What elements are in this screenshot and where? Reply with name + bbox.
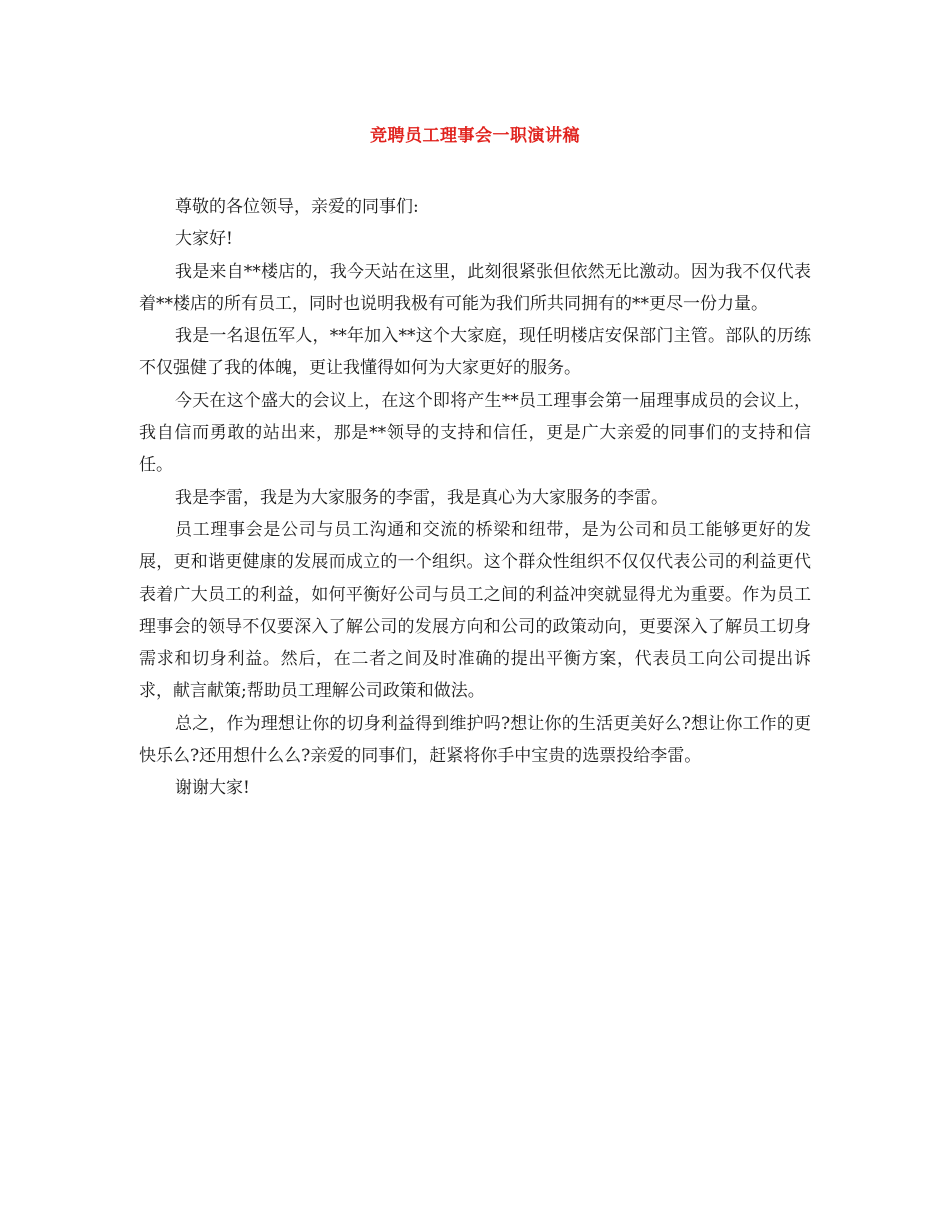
greeting-paragraph: 尊敬的各位领导，亲爱的同事们: bbox=[175, 197, 419, 217]
introduction-paragraph: 我是来自**楼店的，我今天站在这里，此刻很紧张但依然无比激动。因为我不仅代表着**楼店的所有员工，同时也说明我极有可能为我们所共同拥有的**更尽一份力量。 bbox=[139, 261, 811, 314]
document-body bbox=[139, 191, 811, 805]
council-role-paragraph: 员工理事会是公司与员工沟通和交流的桥梁和纽带，是为公司和员工能够更好的发展，更和谐更健康的发展而成立的一个组织。这个群众性组织不仅仅代表公司的利益更代表着广大员工的利益，如何平衡好公司与员工之间的利益冲突就显得尤为重要。作为员工理事会的领导不仅要深入了解公司的发展方向和公司的政策动向，更要深入了解员工切身需求和切身利益。然后，在二者之间及时准确的提出平衡方案，代表员工向公司提出诉求，献言献策;帮助员工理解公司政策和做法。 bbox=[139, 519, 811, 702]
conclusion-paragraph: 总之，作为理想让你的切身利益得到维护吗?想让你的生活更美好么?想让你工作的更快乐么?还用想什么么?亲爱的同事们，赶紧将你手中宝贵的选票投给李雷。 bbox=[139, 713, 811, 767]
self-statement-paragraph: 我是李雷，我是为大家服务的李雷，我是真心为大家服务的李雷。 bbox=[175, 487, 668, 508]
meeting-paragraph: 今天在这个盛大的会议上，在这个即将产生**员工理事会第一届理事成员的会议上，我自信而勇敢的站出来，那是**领导的支持和信任，更是广大亲爱的同事们的支持和信任。 bbox=[139, 390, 811, 476]
thanks-paragraph: 谢谢大家! bbox=[175, 778, 250, 799]
hello-paragraph: 大家好! bbox=[175, 229, 233, 250]
background-paragraph: 我是一名退伍军人，**年加入**这个大家庭，现任明楼店安保部门主管。部队的历练不仅强健了我的体魄，更让我懂得如何为大家更好的服务。 bbox=[139, 326, 811, 379]
document-title: 竞聘员工理事会一职演讲稿 bbox=[370, 126, 580, 146]
